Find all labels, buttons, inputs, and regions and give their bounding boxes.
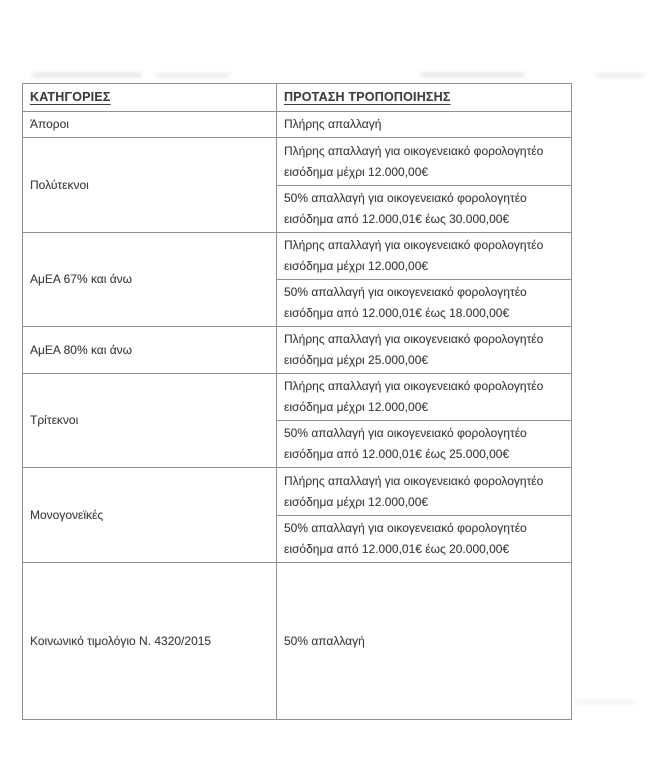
category-amea-80: ΑμΕΑ 80% και άνω [23, 327, 277, 374]
proposal-cell: 50% απαλλαγή [277, 563, 572, 720]
category-koinoniko-timologio: Κοινωνικό τιμολόγιο Ν. 4320/2015 [23, 563, 277, 720]
scan-artifact [595, 74, 645, 77]
category-aporoi: Άποροι [23, 112, 277, 138]
proposal-cell: Πλήρης απαλλαγή για οικογενειακό φορολογητέο εισόδημα μέχρι 25.000,00€ [277, 327, 572, 374]
proposal-cell: 50% απαλλαγή για οικογενειακό φορολογητέο εισόδημα από 12.000,01€ έως 18.000,00€ [277, 280, 572, 327]
proposal-cell: Πλήρης απαλλαγή [277, 112, 572, 138]
proposal-cell: 50% απαλλαγή για οικογενειακό φορολογητέο εισόδημα από 12.000,01€ έως 25.000,00€ [277, 421, 572, 468]
table-header-row [23, 84, 572, 112]
category-amea-67: ΑμΕΑ 67% και άνω [23, 233, 277, 327]
proposal-cell: 50% απαλλαγή για οικογενειακό φορολογητέο εισόδημα από 12.000,01€ έως 30.000,00€ [277, 186, 572, 233]
table-row [23, 327, 572, 374]
table-row [23, 563, 572, 720]
category-monogoneikes: Μονογονεϊκές [23, 468, 277, 563]
scan-artifact [155, 74, 230, 77]
category-polyteknoi: Πολύτεκνοι [23, 138, 277, 233]
table-row [23, 233, 572, 280]
table-row [23, 468, 572, 516]
scan-artifact [420, 73, 525, 77]
proposal-cell: 50% απαλλαγή για οικογενειακό φορολογητέο εισόδημα από 12.000,01€ έως 20.000,00€ [277, 516, 572, 563]
table-row [23, 374, 572, 421]
table-row [23, 112, 572, 138]
column-header-proposal: ΠΡΟΤΑΣΗ ΤΡΟΠΟΠΟΙΗΣΗΣ [277, 84, 572, 112]
proposal-cell: Πλήρης απαλλαγή για οικογενειακό φορολογητέο εισόδημα μέχρι 12.000,00€ [277, 374, 572, 421]
scan-artifact [575, 701, 635, 703]
scan-artifact [32, 73, 142, 77]
table-row [23, 138, 572, 186]
column-header-categories: ΚΑΤΗΓΟΡΙΕΣ [23, 84, 277, 112]
proposal-cell: Πλήρης απαλλαγή για οικογενειακό φορολογητέο εισόδημα μέχρι 12.000,00€ [277, 138, 572, 186]
proposal-cell: Πλήρης απαλλαγή για οικογενειακό φορολογητέο εισόδημα μέχρι 12.000,00€ [277, 468, 572, 516]
category-triteknoi: Τρίτεκνοι [23, 374, 277, 468]
categories-proposals-table [22, 83, 572, 720]
proposal-cell: Πλήρης απαλλαγή για οικογενειακό φορολογητέο εισόδημα μέχρι 12.000,00€ [277, 233, 572, 280]
